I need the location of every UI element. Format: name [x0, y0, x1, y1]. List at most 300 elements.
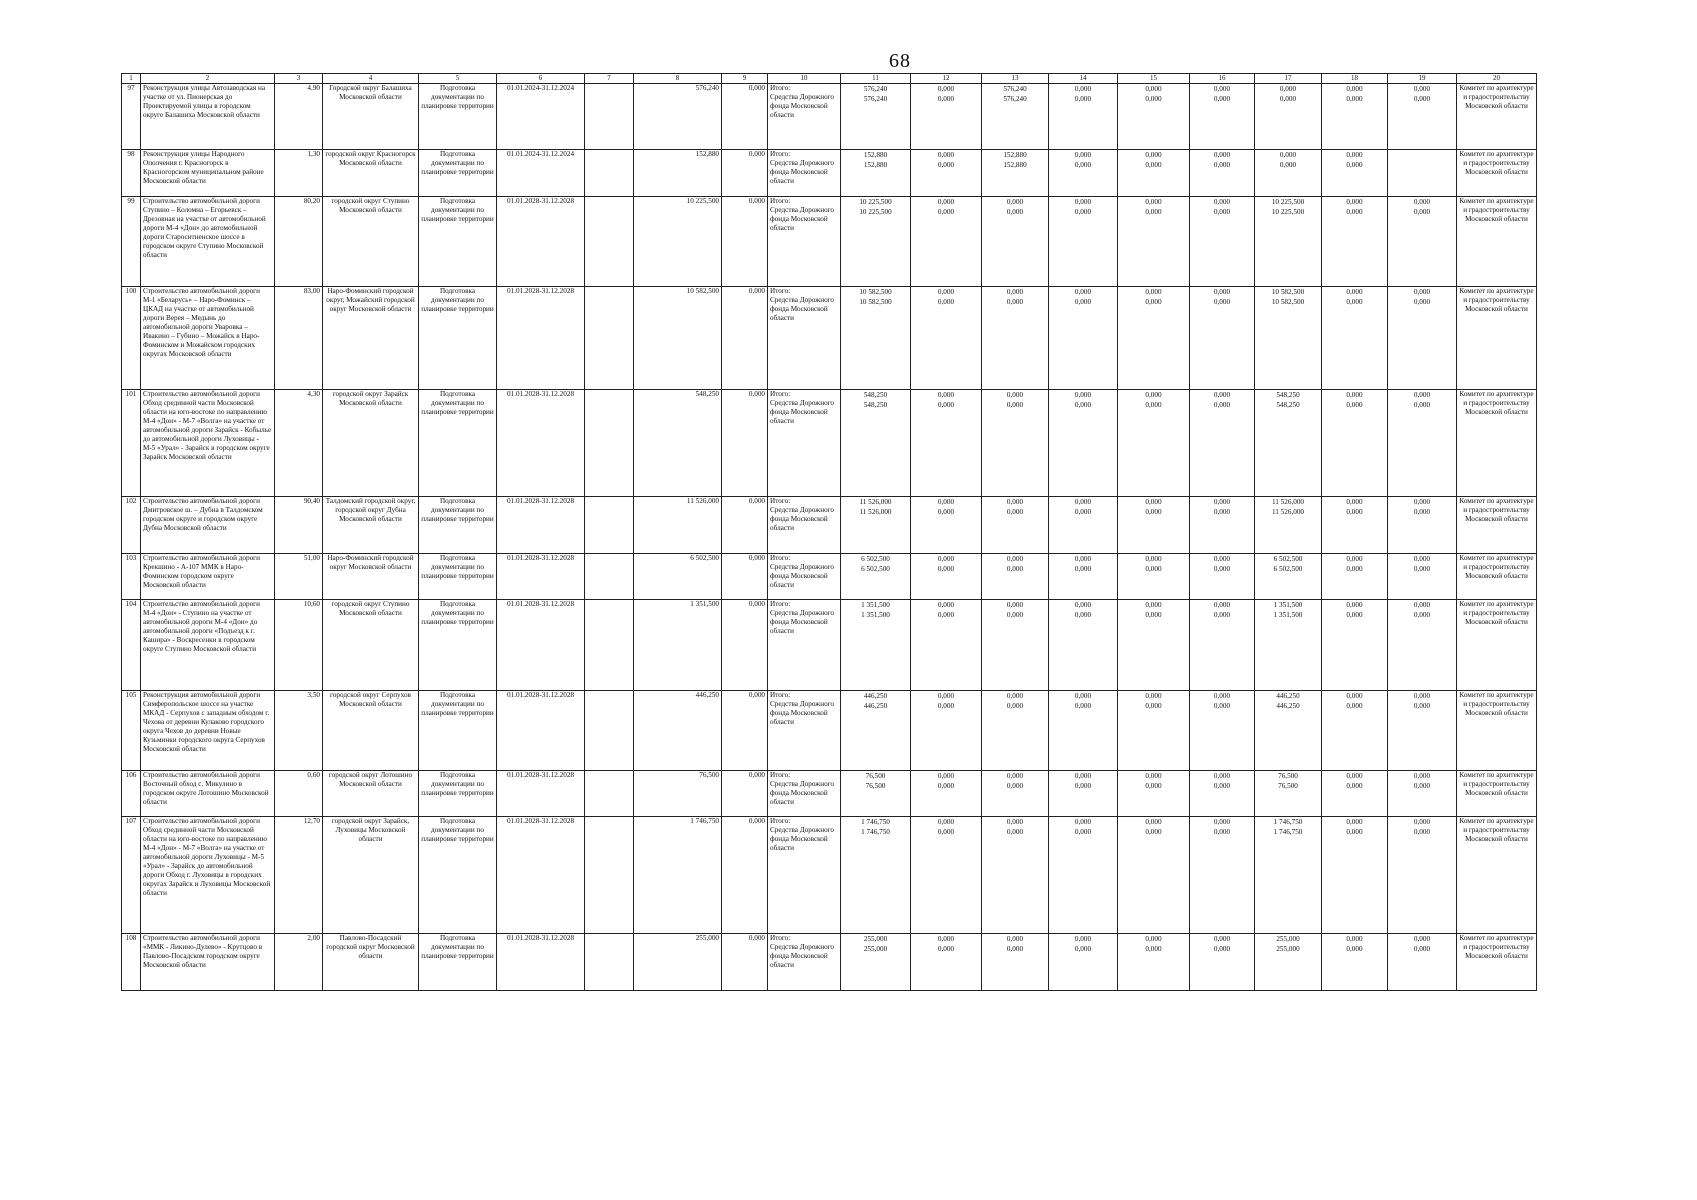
amount-col-18 — [1322, 196, 1388, 286]
column-header-10: 10 — [768, 74, 841, 84]
itogo-label: Итого: — [770, 196, 791, 205]
column-9: 0,000 — [722, 286, 768, 389]
amount-col-17 — [1255, 553, 1322, 599]
total-cost: 1 746,750 — [634, 816, 722, 933]
amount-col-19 — [1388, 83, 1457, 149]
work-stage: Подготовка документации по планировке территории — [419, 816, 497, 933]
amount-col-14 — [1049, 496, 1118, 553]
amount-source: 0,000 — [937, 564, 955, 573]
itogo-label: Итого: — [770, 286, 791, 295]
amount-total: 255,000 — [863, 934, 888, 943]
amount-total: 0,000 — [1346, 287, 1363, 296]
amount-total: 0,000 — [1346, 197, 1363, 206]
column-9: 0,000 — [722, 816, 768, 933]
object-name: Реконструкция улицы Народного Ополчения г. Красногорск в Красногорском муниципальном районе Московской области — [141, 149, 275, 196]
amount-col-11 — [841, 933, 911, 990]
amount-source: 0,000 — [1413, 400, 1431, 409]
amount-total: 548,250 — [1276, 390, 1300, 399]
amount-col-11 — [841, 149, 911, 196]
source-label: Средства Дорожного фонда Московской области — [770, 505, 835, 532]
amount-col-14 — [1049, 690, 1118, 770]
executor: Комитет по архитектуре и градостроительству Московской области — [1457, 553, 1537, 599]
amount-col-12 — [911, 83, 982, 149]
amount-total: 0,000 — [1006, 197, 1024, 206]
object-name: Реконструкция автомобильной дороги Симферопольское шоссе на участке МКАД - Серпухов с западным обходом г. Чехова от деревни Кулаково городского округа Чехов до деревни Новые Кузьминки городского округа Серпухов Московской области — [141, 690, 275, 770]
amount-source: 0,000 — [1074, 160, 1092, 169]
amount-source: 548,250 — [863, 400, 888, 409]
amount-total: 0,000 — [1074, 817, 1092, 826]
amount-source: 0,000 — [1006, 564, 1024, 573]
amount-col-13 — [982, 553, 1049, 599]
amount-col-12 — [911, 816, 982, 933]
amount-col-13 — [982, 933, 1049, 990]
total-cost: 6 502,500 — [634, 553, 722, 599]
source-label: Средства Дорожного фонда Московской области — [770, 562, 835, 589]
itogo-label: Итого: — [770, 933, 791, 942]
amount-total: 446,250 — [863, 691, 888, 700]
column-header-9: 9 — [722, 74, 768, 84]
amount-source: 11 526,000 — [1271, 507, 1305, 516]
amount-source: 0,000 — [1145, 207, 1162, 216]
amount-total: 0,000 — [1145, 497, 1162, 506]
amount-total: 0,000 — [1413, 84, 1431, 93]
amount-total: 0,000 — [1346, 934, 1363, 943]
amount-total: 0,000 — [1074, 691, 1092, 700]
amount-total: 0,000 — [1413, 497, 1431, 506]
amount-total: 0,000 — [937, 287, 955, 296]
period: 01.01.2028-31.12.2028 — [497, 599, 585, 690]
amount-source: 0,000 — [1006, 781, 1024, 790]
length-km: 2,00 — [275, 933, 323, 990]
amount-total: 0,000 — [1213, 197, 1231, 206]
amount-source: 10 582,500 — [1271, 297, 1305, 306]
amount-col-12 — [911, 389, 982, 496]
funding-source — [768, 83, 841, 149]
amount-col-15 — [1118, 149, 1190, 196]
amount-source: 0,000 — [1145, 507, 1162, 516]
amount-source: 0,000 — [1074, 610, 1092, 619]
column-9: 0,000 — [722, 196, 768, 286]
amount-source: 0,000 — [1145, 94, 1162, 103]
column-header-4: 4 — [323, 74, 419, 84]
work-stage: Подготовка документации по планировке территории — [419, 496, 497, 553]
column-header-17: 17 — [1255, 74, 1322, 84]
column-header-19: 19 — [1388, 74, 1457, 84]
amount-col-16 — [1190, 933, 1255, 990]
amount-col-17 — [1255, 690, 1322, 770]
column-header-8: 8 — [634, 74, 722, 84]
amount-col-11 — [841, 83, 911, 149]
column-9: 0,000 — [722, 553, 768, 599]
amount-total: 0,000 — [1346, 817, 1363, 826]
amount-total: 0,000 — [937, 197, 955, 206]
executor: Комитет по архитектуре и градостроительству Московской области — [1457, 816, 1537, 933]
amount-source: 0,000 — [1213, 297, 1231, 306]
length-km: 3,50 — [275, 690, 323, 770]
location: городской округ Зарайск, Луховицы Московской области — [323, 816, 419, 933]
amount-source: 0,000 — [1074, 827, 1092, 836]
amount-total: 0,000 — [1213, 287, 1231, 296]
source-label: Средства Дорожного фонда Московской области — [770, 205, 835, 232]
amount-source: 0,000 — [1346, 701, 1363, 710]
amount-total: 0,000 — [1145, 600, 1162, 609]
amount-total: 548,250 — [863, 390, 888, 399]
amount-total: 0,000 — [1145, 150, 1162, 159]
amount-col-13 — [982, 83, 1049, 149]
amount-total: 0,000 — [1346, 771, 1363, 780]
funding-source — [768, 933, 841, 990]
column-7 — [585, 83, 634, 149]
location: городской округ Ступино Московской области — [323, 196, 419, 286]
amount-col-12 — [911, 770, 982, 816]
executor: Комитет по архитектуре и градостроительству Московской области — [1457, 496, 1537, 553]
amount-source: 0,000 — [1413, 944, 1431, 953]
length-km: 1,30 — [275, 149, 323, 196]
amount-total: 0,000 — [1006, 691, 1024, 700]
amount-total: 0,000 — [1413, 287, 1431, 296]
work-stage: Подготовка документации по планировке территории — [419, 770, 497, 816]
amount-total: 0,000 — [1213, 150, 1231, 159]
amount-col-18 — [1322, 553, 1388, 599]
source-label: Средства Дорожного фонда Московской области — [770, 158, 835, 185]
table-row — [122, 389, 1537, 496]
amount-total: 0,000 — [1006, 497, 1024, 506]
executor: Комитет по архитектуре и градостроительству Московской области — [1457, 286, 1537, 389]
amount-total: 76,500 — [1278, 771, 1298, 780]
amount-total: 0,000 — [1346, 554, 1363, 563]
amount-total: 0,000 — [1413, 817, 1431, 826]
column-9: 0,000 — [722, 690, 768, 770]
amount-col-16 — [1190, 770, 1255, 816]
amount-col-17 — [1255, 83, 1322, 149]
amount-source: 1 746,750 — [1273, 827, 1303, 836]
amount-source: 548,250 — [1276, 400, 1300, 409]
column-header-7: 7 — [585, 74, 634, 84]
length-km: 0,60 — [275, 770, 323, 816]
amount-source: 6 502,500 — [861, 564, 890, 573]
amount-col-11 — [841, 496, 911, 553]
length-km: 4,90 — [275, 83, 323, 149]
amount-total: 0,000 — [937, 84, 955, 93]
amount-total: 11 526,000 — [1271, 497, 1305, 506]
column-7 — [585, 389, 634, 496]
amount-col-16 — [1190, 816, 1255, 933]
amount-total: 0,000 — [1074, 287, 1092, 296]
amount-total: 0,000 — [1213, 390, 1231, 399]
amount-source: 1 746,750 — [861, 827, 890, 836]
object-name: Строительство автомобильной дороги Обход срединной части Московской области на юго-востоке по направлению М-4 «Дон» - М-7 «Волга» на участке от автомобильной дороги Зарайск - Кобылье до автомобильной дороги Луховицы - М-5 «Урал» - Зарайск в городском округе Зарайск Московской области — [141, 389, 275, 496]
amount-col-16 — [1190, 599, 1255, 690]
column-7 — [585, 599, 634, 690]
amount-total: 0,000 — [1279, 150, 1297, 159]
amount-col-13 — [982, 770, 1049, 816]
executor: Комитет по архитектуре и градостроительству Московской области — [1457, 933, 1537, 990]
column-7 — [585, 286, 634, 389]
amount-total: 0,000 — [1006, 934, 1024, 943]
amount-total: 0,000 — [1145, 771, 1162, 780]
object-name: Строительство автомобильной дороги М-4 «Дон» - Ступино на участке от автомобильной дороги М-4 «Дон» до автомобильной дороги «Подъезд к г. Кашира» - Воскресенки в городском округе Ступино Московской области — [141, 599, 275, 690]
source-label: Средства Дорожного фонда Московской области — [770, 699, 835, 726]
amount-total: 0,000 — [1145, 84, 1162, 93]
column-9: 0,000 — [722, 496, 768, 553]
amount-total: 0,000 — [1006, 390, 1024, 399]
total-cost: 446,250 — [634, 690, 722, 770]
amount-total: 0,000 — [1413, 600, 1431, 609]
location: городской округ Ступино Московской области — [323, 599, 419, 690]
amount-total: 0,000 — [937, 554, 955, 563]
amount-col-17 — [1255, 389, 1322, 496]
amount-total: 0,000 — [1145, 554, 1162, 563]
amount-col-15 — [1118, 83, 1190, 149]
row-number: 97 — [122, 83, 141, 149]
total-cost: 10 582,500 — [634, 286, 722, 389]
amount-total: 0,000 — [1074, 497, 1092, 506]
amount-source: 0,000 — [937, 781, 955, 790]
period: 01.01.2028-31.12.2028 — [497, 196, 585, 286]
amount-source: 576,240 — [1003, 94, 1027, 103]
amount-source: 0,000 — [1074, 94, 1092, 103]
period: 01.01.2028-31.12.2028 — [497, 496, 585, 553]
amount-source: 0,000 — [1006, 944, 1024, 953]
amount-total: 152,880 — [1003, 150, 1027, 159]
amount-col-18 — [1322, 816, 1388, 933]
amount-total: 0,000 — [1074, 554, 1092, 563]
amount-col-14 — [1049, 286, 1118, 389]
column-7 — [585, 553, 634, 599]
row-number: 106 — [122, 770, 141, 816]
amount-source: 0,000 — [1145, 944, 1162, 953]
amount-col-16 — [1190, 690, 1255, 770]
source-label: Средства Дорожного фонда Московской области — [770, 398, 835, 425]
amount-source: 0,000 — [1006, 827, 1024, 836]
location: Наро-Фоминский городской округ Московской области — [323, 553, 419, 599]
amount-col-16 — [1190, 149, 1255, 196]
amount-source: 76,500 — [1278, 781, 1298, 790]
amount-source: 0,000 — [1413, 507, 1431, 516]
amount-source: 0,000 — [1006, 297, 1024, 306]
amount-col-14 — [1049, 599, 1118, 690]
object-name: Строительство автомобильной дороги М-1 «Беларусь» – Наро-Фоминск – ЦКАД на участке от автомобильной дороги Верея – Медынь до автомобильной дороги Уваровка – Ивакино – Губино – Можайск в Наро-Фоминском и Можайском городских округах Московской области — [141, 286, 275, 389]
amount-source: 0,000 — [937, 701, 955, 710]
amount-col-18 — [1322, 149, 1388, 196]
executor: Комитет по архитектуре и градостроительству Московской области — [1457, 389, 1537, 496]
amount-col-18 — [1322, 933, 1388, 990]
amount-source: 0,000 — [937, 94, 955, 103]
funding-source — [768, 496, 841, 553]
amount-col-19 — [1388, 933, 1457, 990]
amount-source: 10 582,500 — [859, 297, 892, 306]
amount-col-15 — [1118, 933, 1190, 990]
itogo-label: Итого: — [770, 496, 791, 505]
column-header-18: 18 — [1322, 74, 1388, 84]
itogo-label: Итого: — [770, 690, 791, 699]
amount-col-15 — [1118, 389, 1190, 496]
amount-col-12 — [911, 496, 982, 553]
amount-source: 0,000 — [1145, 564, 1162, 573]
amount-source: 0,000 — [1346, 781, 1363, 790]
source-label: Средства Дорожного фонда Московской области — [770, 825, 835, 852]
amount-col-13 — [982, 690, 1049, 770]
budget-table — [121, 73, 1537, 991]
table-row — [122, 770, 1537, 816]
amount-col-17 — [1255, 149, 1322, 196]
amount-source: 0,000 — [1346, 160, 1363, 169]
amount-source: 0,000 — [1074, 781, 1092, 790]
amount-source: 0,000 — [937, 944, 955, 953]
amount-col-16 — [1190, 389, 1255, 496]
amount-source: 0,000 — [937, 207, 955, 216]
amount-total: 1 746,750 — [861, 817, 890, 826]
amount-col-11 — [841, 770, 911, 816]
amount-col-12 — [911, 286, 982, 389]
amount-col-19 — [1388, 770, 1457, 816]
object-name: Реконструкция улицы Автозаводская на участке от ул. Пионерская до Проектируемой улицы в городском округе Балашиха Московской области — [141, 83, 275, 149]
row-number: 100 — [122, 286, 141, 389]
column-7 — [585, 933, 634, 990]
amount-source: 0,000 — [1145, 610, 1162, 619]
amount-total: 0,000 — [937, 150, 955, 159]
amount-source: 0,000 — [937, 827, 955, 836]
amount-total: 0,000 — [1074, 84, 1092, 93]
amount-total: 152,880 — [863, 150, 888, 159]
amount-total: 6 502,500 — [1273, 554, 1303, 563]
amount-total: 0,000 — [1346, 497, 1363, 506]
amount-col-11 — [841, 599, 911, 690]
amount-source: 10 225,500 — [859, 207, 892, 216]
amount-total: 0,000 — [1006, 771, 1024, 780]
amount-source: 0,000 — [1074, 507, 1092, 516]
amount-col-13 — [982, 816, 1049, 933]
amount-col-14 — [1049, 770, 1118, 816]
amount-total: 576,240 — [863, 84, 888, 93]
amount-source: 0,000 — [1213, 507, 1231, 516]
amount-total: 0,000 — [1074, 197, 1092, 206]
amount-col-16 — [1190, 286, 1255, 389]
period: 01.01.2028-31.12.2028 — [497, 389, 585, 496]
length-km: 12,70 — [275, 816, 323, 933]
period: 01.01.2028-31.12.2028 — [497, 816, 585, 933]
amount-col-17 — [1255, 599, 1322, 690]
amount-source: 0,000 — [1213, 400, 1231, 409]
itogo-label: Итого: — [770, 149, 791, 158]
period: 01.01.2024-31.12.2024 — [497, 149, 585, 196]
amount-source: 152,880 — [863, 160, 888, 169]
amount-source: 0,000 — [1413, 564, 1431, 573]
amount-col-15 — [1118, 816, 1190, 933]
amount-col-15 — [1118, 770, 1190, 816]
amount-total: 446,250 — [1276, 691, 1300, 700]
table-row — [122, 690, 1537, 770]
amount-source: 1 351,500 — [1273, 610, 1303, 619]
amount-source: 0,000 — [937, 610, 955, 619]
amount-col-12 — [911, 599, 982, 690]
funding-source — [768, 553, 841, 599]
row-number: 108 — [122, 933, 141, 990]
amount-source: 0,000 — [1074, 207, 1092, 216]
row-number: 107 — [122, 816, 141, 933]
table-row — [122, 149, 1537, 196]
amount-total: 1 351,500 — [861, 600, 890, 609]
length-km: 4,30 — [275, 389, 323, 496]
amount-total: 76,500 — [865, 771, 886, 780]
amount-col-11 — [841, 196, 911, 286]
amount-total: 0,000 — [1346, 150, 1363, 159]
funding-source — [768, 196, 841, 286]
amount-total: 0,000 — [937, 934, 955, 943]
amount-total: 0,000 — [1145, 197, 1162, 206]
amount-total: 0,000 — [1074, 150, 1092, 159]
amount-source: 0,000 — [1213, 94, 1231, 103]
funding-source — [768, 599, 841, 690]
table-row — [122, 83, 1537, 149]
amount-col-16 — [1190, 496, 1255, 553]
amount-col-13 — [982, 599, 1049, 690]
amount-source: 152,880 — [1003, 160, 1027, 169]
amount-col-19 — [1388, 816, 1457, 933]
column-header-3: 3 — [275, 74, 323, 84]
amount-col-15 — [1118, 496, 1190, 553]
amount-source: 0,000 — [1213, 207, 1231, 216]
amount-col-11 — [841, 690, 911, 770]
amount-source: 0,000 — [1213, 701, 1231, 710]
amount-col-16 — [1190, 196, 1255, 286]
object-name: Строительство автомобильной дороги «ММК - Ликино-Дулево» - Крутцово в Павлово-Посадском городском округе Московской области — [141, 933, 275, 990]
amount-total: 0,000 — [1145, 934, 1162, 943]
column-7 — [585, 816, 634, 933]
source-label: Средства Дорожного фонда Московской области — [770, 779, 835, 806]
source-label: Средства Дорожного фонда Московской области — [770, 92, 835, 119]
amount-col-13 — [982, 286, 1049, 389]
column-header-5: 5 — [419, 74, 497, 84]
amount-col-12 — [911, 553, 982, 599]
executor: Комитет по архитектуре и градостроительству Московской области — [1457, 83, 1537, 149]
amount-source: 11 526,000 — [859, 507, 892, 516]
location: Городской округ Балашиха Московской области — [323, 83, 419, 149]
amount-col-17 — [1255, 933, 1322, 990]
amount-total: 6 502,500 — [861, 554, 890, 563]
amount-col-13 — [982, 149, 1049, 196]
amount-total: 0,000 — [1213, 934, 1231, 943]
amount-source: 0,000 — [1006, 507, 1024, 516]
row-number: 101 — [122, 389, 141, 496]
amount-source: 0,000 — [1346, 944, 1363, 953]
executor: Комитет по архитектуре и градостроительству Московской области — [1457, 599, 1537, 690]
amount-source: 0,000 — [1213, 944, 1231, 953]
amount-col-19 — [1388, 690, 1457, 770]
amount-col-12 — [911, 690, 982, 770]
amount-total: 0,000 — [1074, 390, 1092, 399]
row-number: 105 — [122, 690, 141, 770]
funding-source — [768, 690, 841, 770]
location: Павлово-Посадский городской округ Московской области — [323, 933, 419, 990]
amount-col-15 — [1118, 690, 1190, 770]
table-row — [122, 496, 1537, 553]
amount-source: 0,000 — [1074, 944, 1092, 953]
executor: Комитет по архитектуре и градостроительству Московской области — [1457, 149, 1537, 196]
amount-col-14 — [1049, 816, 1118, 933]
amount-col-14 — [1049, 553, 1118, 599]
work-stage: Подготовка документации по планировке территории — [419, 553, 497, 599]
table-row — [122, 933, 1537, 990]
amount-source: 0,000 — [1346, 610, 1363, 619]
amount-total: 0,000 — [1413, 390, 1431, 399]
total-cost: 1 351,500 — [634, 599, 722, 690]
column-header-12: 12 — [911, 74, 982, 84]
header-row — [122, 74, 1537, 84]
source-label: Средства Дорожного фонда Московской области — [770, 942, 835, 969]
column-header-15: 15 — [1118, 74, 1190, 84]
length-km: 51,00 — [275, 553, 323, 599]
